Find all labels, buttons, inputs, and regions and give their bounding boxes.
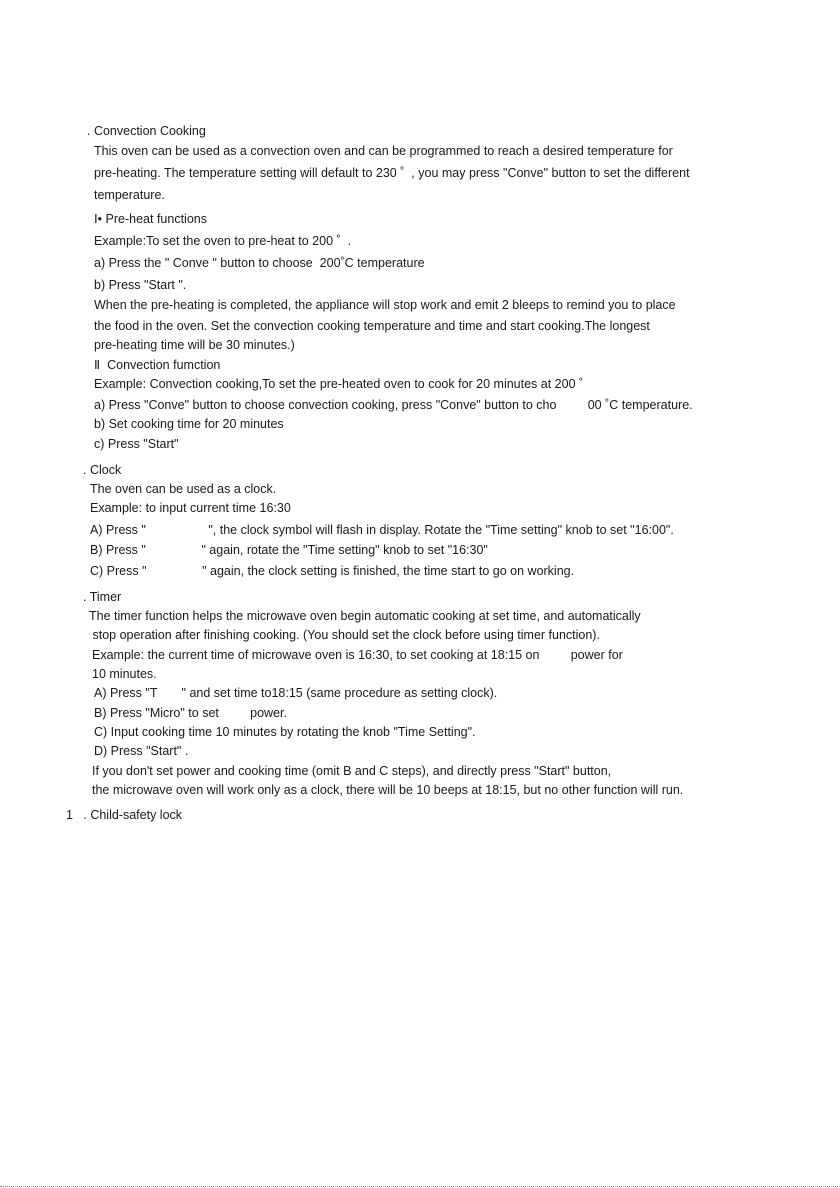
preheat-note-line-1: When the pre-heating is completed, the appliance will stop work and emit 2 bleeps to remind you to place	[94, 298, 676, 312]
convection-function-step-a: a) Press "Conve" button to choose convection cooking, press "Conve" button to cho 00 ˚C temperature.	[94, 398, 693, 412]
convection-intro-line-2: pre-heating. The temperature setting will default to 230 ˚ , you may press "Conve" button to set the different	[94, 166, 690, 180]
convection-function-example: Example: Convection cooking,To set the pre-heated oven to cook for 20 minutes at 200 ˚	[94, 377, 584, 391]
page-bottom-rule	[0, 1186, 840, 1187]
clock-step-a: A) Press " ", the clock symbol will flash in display. Rotate the "Time setting" knob to set "16:00".	[90, 523, 674, 537]
timer-step-d: D) Press "Start" .	[94, 744, 189, 758]
clock-example: Example: to input current time 16:30	[90, 501, 291, 515]
timer-step-c: C) Input cooking time 10 minutes by rotating the knob "Time Setting".	[94, 725, 476, 739]
convection-function-step-b: b) Set cooking time for 20 minutes	[94, 417, 284, 431]
timer-note-line-1: If you don't set power and cooking time (omit B and C steps), and directly press "Start" button,	[92, 764, 612, 778]
preheat-step-a: a) Press the " Conve " button to choose 200˚C temperature	[94, 256, 425, 270]
convection-function-step-c: c) Press "Start"	[94, 437, 179, 451]
section-heading-timer: . Timer	[83, 590, 122, 604]
convection-function-title: Ⅱ Convection fumction	[94, 358, 221, 372]
timer-example-line-1: Example: the current time of microwave oven is 16:30, to set cooking at 18:15 on power for	[92, 648, 623, 662]
clock-step-c: C) Press " " again, the clock setting is finished, the time start to go on working.	[90, 564, 575, 578]
timer-step-b: B) Press "Micro" to set power.	[94, 706, 287, 720]
convection-intro-line-1: This oven can be used as a convection oven and can be programmed to reach a desired temperature for	[94, 144, 673, 158]
preheat-title: Ⅰ• Pre-heat functions	[94, 212, 207, 226]
timer-note-line-2: the microwave oven will work only as a clock, there will be 10 beeps at 18:15, but no other function will run.	[92, 783, 684, 797]
preheat-note-line-2: the food in the oven. Set the convection cooking temperature and time and start cooking.The longest	[94, 319, 650, 333]
timer-intro-line-1: The timer function helps the microwave oven begin automatic cooking at set time, and automatically	[89, 609, 641, 623]
preheat-step-b: b) Press "Start ".	[94, 278, 187, 292]
convection-intro-line-3: temperature.	[94, 188, 165, 202]
section-heading-child-lock: 1 . Child-safety lock	[66, 808, 183, 822]
section-heading-convection: . Convection Cooking	[87, 124, 206, 138]
timer-example-line-2: 10 minutes.	[92, 667, 157, 681]
preheat-example: Example:To set the oven to pre-heat to 200 ˚ .	[94, 234, 352, 248]
timer-step-a: A) Press "T " and set time to18:15 (same procedure as setting clock).	[94, 686, 498, 700]
clock-step-b: B) Press " " again, rotate the "Time setting" knob to set "16:30"	[90, 543, 488, 557]
preheat-note-line-3: pre-heating time will be 30 minutes.)	[94, 338, 295, 352]
section-heading-clock: . Clock	[83, 463, 122, 477]
clock-intro: The oven can be used as a clock.	[90, 482, 277, 496]
timer-intro-line-2: stop operation after finishing cooking. (You should set the clock before using timer function).	[89, 628, 600, 642]
